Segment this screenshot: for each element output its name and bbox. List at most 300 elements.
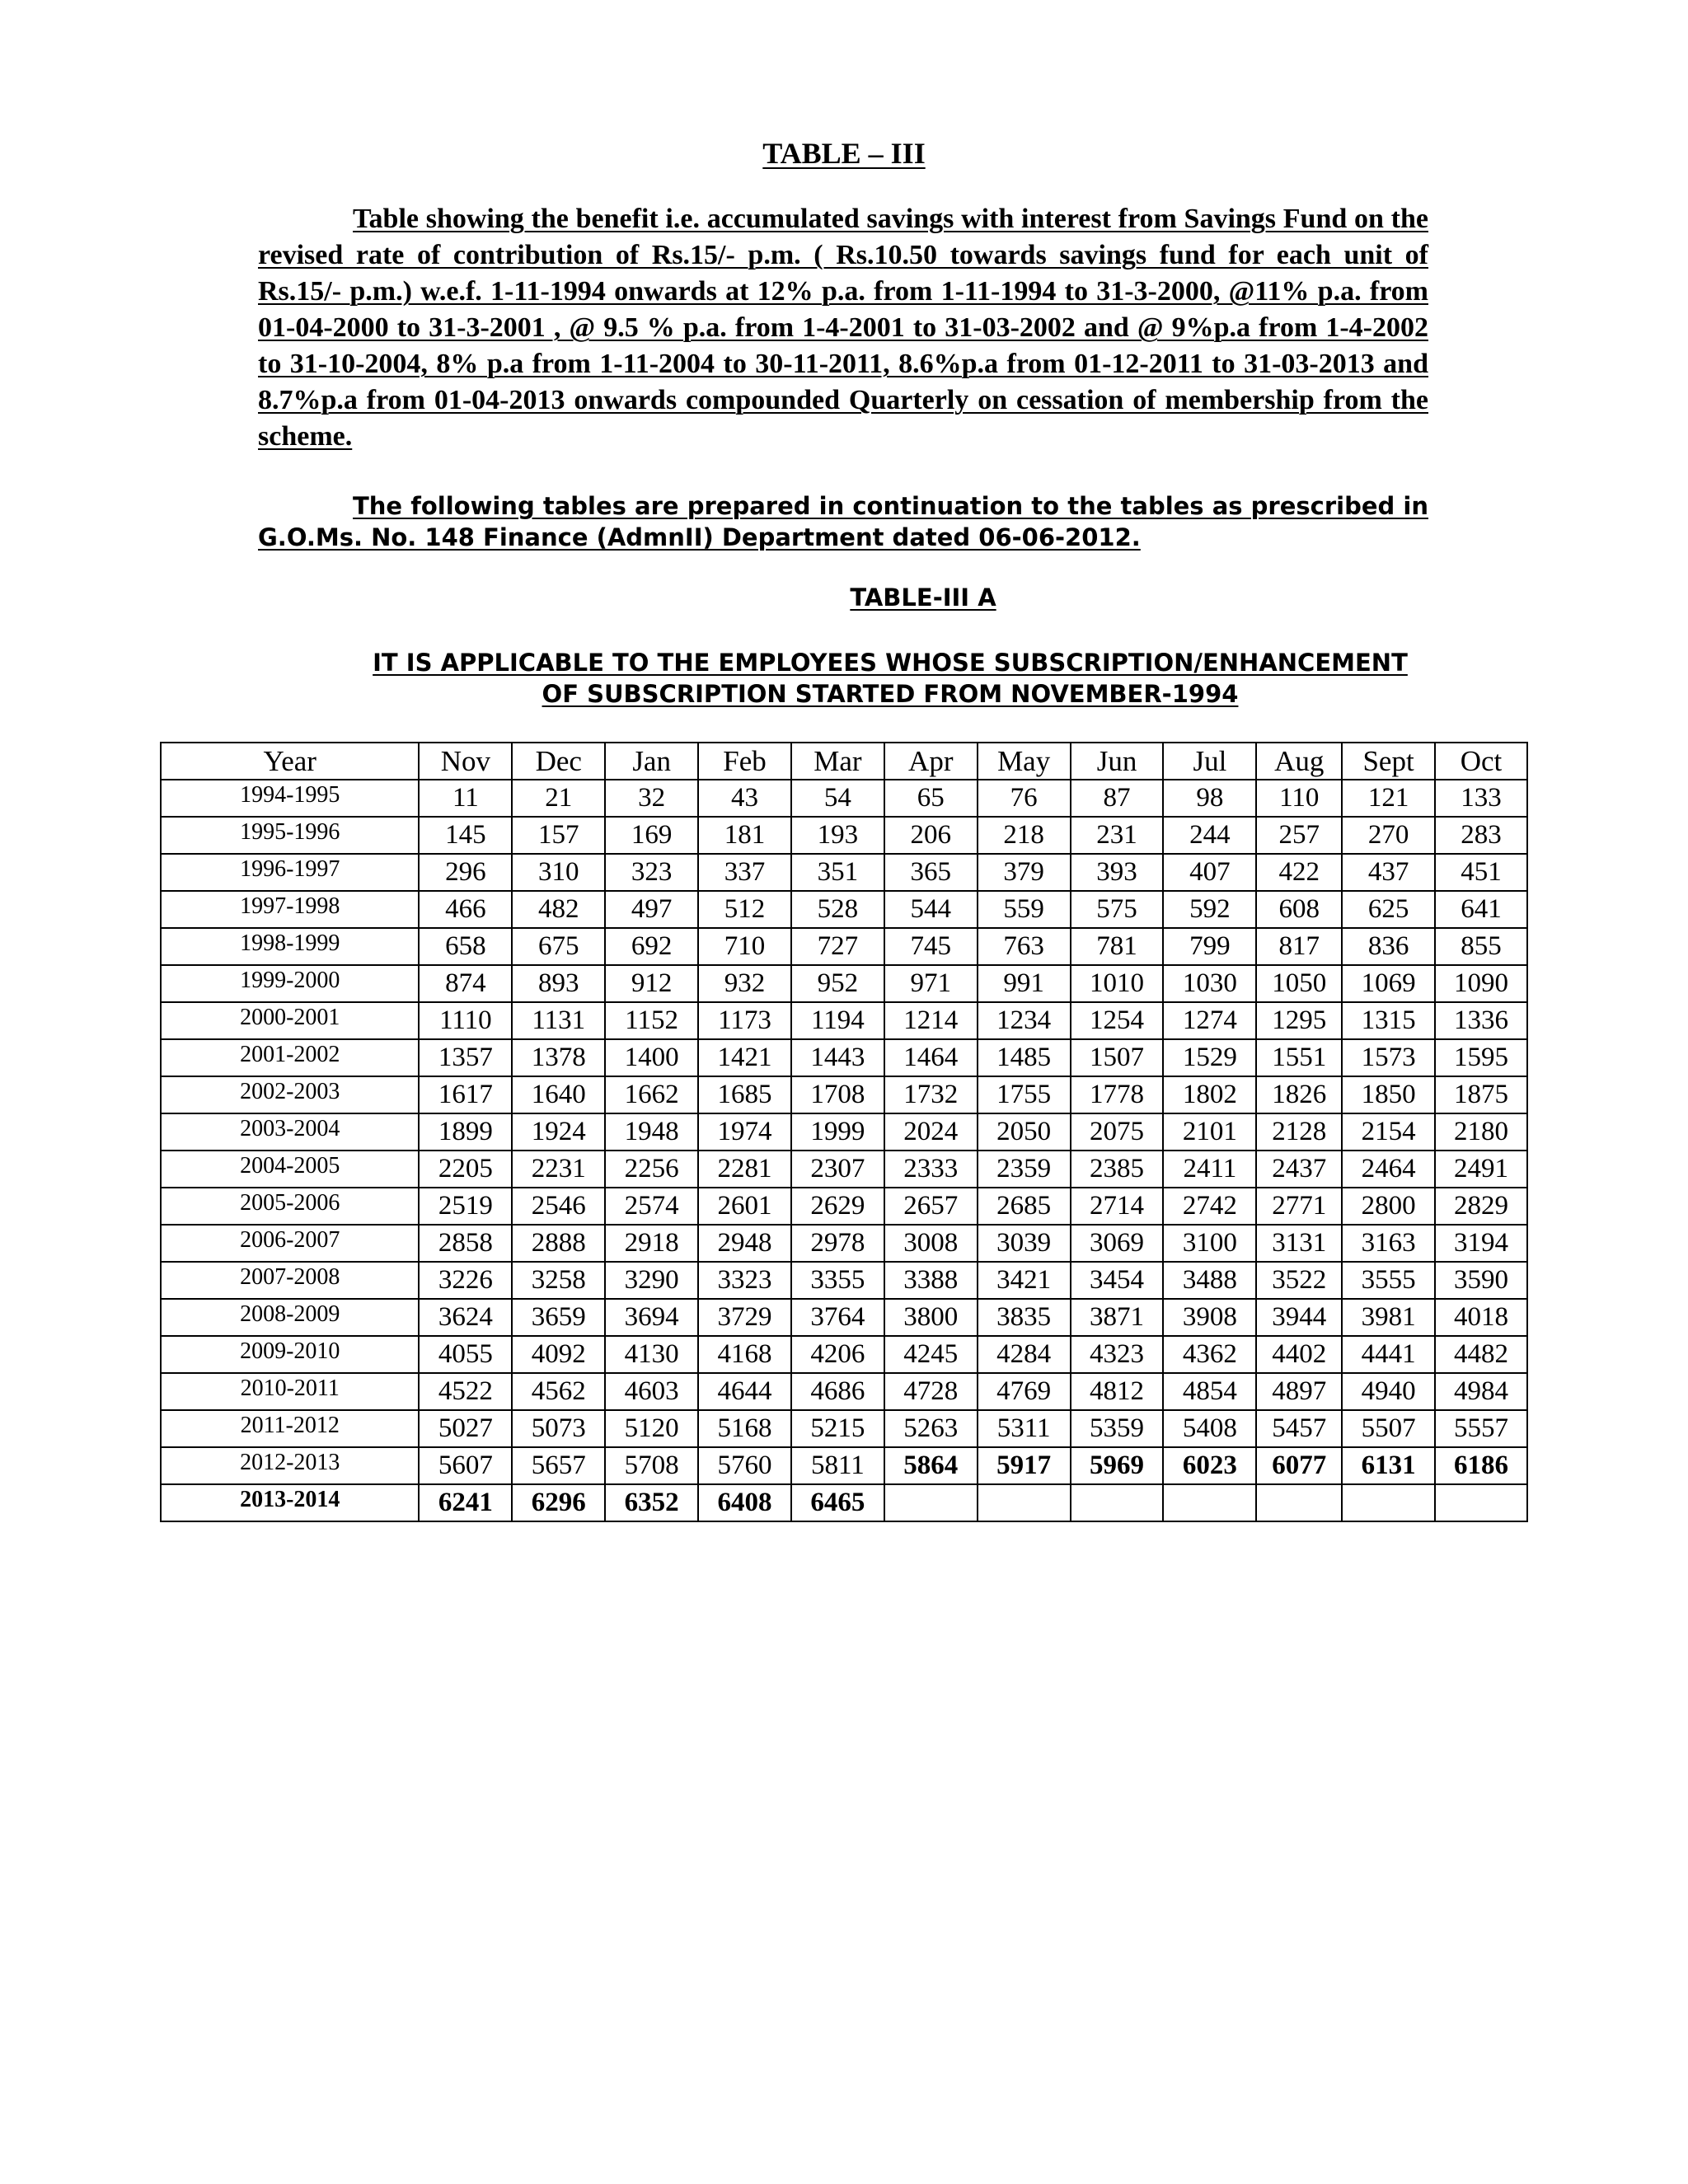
value-cell: 4686 <box>791 1373 884 1410</box>
value-cell: 2829 <box>1435 1188 1527 1225</box>
year-cell: 2010-2011 <box>161 1373 419 1410</box>
value-cell: 121 <box>1342 780 1435 817</box>
value-cell: 54 <box>791 780 884 817</box>
value-cell: 2154 <box>1342 1113 1435 1151</box>
value-cell: 3226 <box>419 1262 512 1299</box>
value-cell: 1875 <box>1435 1076 1527 1113</box>
value-cell: 692 <box>605 928 698 965</box>
applicability-note <box>313 647 1467 710</box>
value-cell: 781 <box>1071 928 1164 965</box>
value-cell: 244 <box>1163 817 1256 854</box>
value-cell: 1295 <box>1256 1002 1342 1039</box>
value-cell: 5607 <box>419 1447 512 1484</box>
value-cell: 337 <box>698 854 791 891</box>
value-cell: 1948 <box>605 1113 698 1151</box>
value-cell: 2101 <box>1163 1113 1256 1151</box>
value-cell: 231 <box>1071 817 1164 854</box>
value-cell: 836 <box>1342 928 1435 965</box>
value-cell: 3694 <box>605 1299 698 1336</box>
value-cell: 3355 <box>791 1262 884 1299</box>
year-cell: 2012-2013 <box>161 1447 419 1484</box>
value-cell: 3323 <box>698 1262 791 1299</box>
value-cell: 2574 <box>605 1188 698 1225</box>
value-cell: 2075 <box>1071 1113 1164 1151</box>
value-cell: 3454 <box>1071 1262 1164 1299</box>
value-cell: 641 <box>1435 891 1527 928</box>
value-cell: 1234 <box>978 1002 1071 1039</box>
value-cell: 2307 <box>791 1151 884 1188</box>
continuation-note: The following tables are prepared in continuation to the tables as prescribed in G.O.Ms. No. 148 Finance (AdmnII) Department dated 06-06-2012. <box>258 492 1428 551</box>
value-cell: 4092 <box>512 1336 605 1373</box>
value-cell: 379 <box>978 854 1071 891</box>
value-cell: 181 <box>698 817 791 854</box>
value-cell: 4562 <box>512 1373 605 1410</box>
year-cell: 2001-2002 <box>161 1039 419 1076</box>
value-cell: 393 <box>1071 854 1164 891</box>
value-cell: 658 <box>419 928 512 965</box>
value-cell: 512 <box>698 891 791 928</box>
value-cell: 4984 <box>1435 1373 1527 1410</box>
value-cell: 5168 <box>698 1410 791 1447</box>
value-cell: 351 <box>791 854 884 891</box>
value-cell: 1732 <box>884 1076 978 1113</box>
value-cell: 932 <box>698 965 791 1002</box>
value-cell: 296 <box>419 854 512 891</box>
value-cell: 1274 <box>1163 1002 1256 1039</box>
table-row <box>161 1336 1527 1373</box>
table-row <box>161 1410 1527 1447</box>
value-cell: 855 <box>1435 928 1527 965</box>
value-cell: 4441 <box>1342 1336 1435 1373</box>
value-cell: 466 <box>419 891 512 928</box>
value-cell: 727 <box>791 928 884 965</box>
value-cell: 4644 <box>698 1373 791 1410</box>
value-cell: 4168 <box>698 1336 791 1373</box>
value-cell: 4362 <box>1163 1336 1256 1373</box>
value-cell: 2629 <box>791 1188 884 1225</box>
value-cell: 3069 <box>1071 1225 1164 1262</box>
value-cell: 1595 <box>1435 1039 1527 1076</box>
value-cell: 6352 <box>605 1484 698 1521</box>
value-cell: 6023 <box>1163 1447 1256 1484</box>
column-header-year: Year <box>161 743 419 780</box>
table-row <box>161 1039 1527 1076</box>
value-cell: 3290 <box>605 1262 698 1299</box>
column-header-oct: Oct <box>1435 743 1527 780</box>
value-cell: 4402 <box>1256 1336 1342 1373</box>
value-cell: 5557 <box>1435 1410 1527 1447</box>
value-cell: 193 <box>791 817 884 854</box>
value-cell: 5864 <box>884 1447 978 1484</box>
year-cell: 1994-1995 <box>161 780 419 817</box>
value-cell: 5917 <box>978 1447 1071 1484</box>
value-cell: 1173 <box>698 1002 791 1039</box>
table-row <box>161 1262 1527 1299</box>
value-cell: 1485 <box>978 1039 1071 1076</box>
value-cell: 1850 <box>1342 1076 1435 1113</box>
value-cell: 3488 <box>1163 1262 1256 1299</box>
year-cell: 2011-2012 <box>161 1410 419 1447</box>
value-cell: 422 <box>1256 854 1342 891</box>
value-cell: 1640 <box>512 1076 605 1113</box>
value-cell: 1194 <box>791 1002 884 1039</box>
value-cell: 5408 <box>1163 1410 1256 1447</box>
value-cell: 32 <box>605 780 698 817</box>
year-cell: 2006-2007 <box>161 1225 419 1262</box>
value-cell: 1507 <box>1071 1039 1164 1076</box>
value-cell: 283 <box>1435 817 1527 854</box>
value-cell: 1826 <box>1256 1076 1342 1113</box>
value-cell: 1778 <box>1071 1076 1164 1113</box>
value-cell: 4245 <box>884 1336 978 1373</box>
value-cell: 3131 <box>1256 1225 1342 1262</box>
value-cell: 2714 <box>1071 1188 1164 1225</box>
value-cell: 2128 <box>1256 1113 1342 1151</box>
value-cell: 1529 <box>1163 1039 1256 1076</box>
value-cell: 952 <box>791 965 884 1002</box>
value-cell: 5811 <box>791 1447 884 1484</box>
value-cell: 2359 <box>978 1151 1071 1188</box>
value-cell: 1090 <box>1435 965 1527 1002</box>
table-row <box>161 965 1527 1002</box>
year-cell: 2005-2006 <box>161 1188 419 1225</box>
value-cell: 5708 <box>605 1447 698 1484</box>
value-cell: 1214 <box>884 1002 978 1039</box>
value-cell: 608 <box>1256 891 1342 928</box>
column-header-aug: Aug <box>1256 743 1342 780</box>
value-cell: 1573 <box>1342 1039 1435 1076</box>
value-cell <box>1256 1484 1342 1521</box>
value-cell: 4769 <box>978 1373 1071 1410</box>
value-cell: 1030 <box>1163 965 1256 1002</box>
value-cell: 1802 <box>1163 1076 1256 1113</box>
table-row <box>161 1002 1527 1039</box>
value-cell: 2205 <box>419 1151 512 1188</box>
value-cell: 971 <box>884 965 978 1002</box>
table-row <box>161 780 1527 817</box>
value-cell: 3944 <box>1256 1299 1342 1336</box>
value-cell: 3100 <box>1163 1225 1256 1262</box>
value-cell: 4323 <box>1071 1336 1164 1373</box>
value-cell: 2437 <box>1256 1151 1342 1188</box>
value-cell: 1336 <box>1435 1002 1527 1039</box>
value-cell: 1357 <box>419 1039 512 1076</box>
value-cell: 3624 <box>419 1299 512 1336</box>
year-cell: 1997-1998 <box>161 891 419 928</box>
value-cell: 991 <box>978 965 1071 1002</box>
value-cell: 3522 <box>1256 1262 1342 1299</box>
value-cell: 2771 <box>1256 1188 1342 1225</box>
value-cell: 4206 <box>791 1336 884 1373</box>
value-cell: 3835 <box>978 1299 1071 1336</box>
value-cell <box>1163 1484 1256 1521</box>
value-cell: 745 <box>884 928 978 965</box>
value-cell: 5507 <box>1342 1410 1435 1447</box>
value-cell: 799 <box>1163 928 1256 965</box>
value-cell: 763 <box>978 928 1071 965</box>
value-cell: 1899 <box>419 1113 512 1151</box>
value-cell: 5073 <box>512 1410 605 1447</box>
value-cell: 4522 <box>419 1373 512 1410</box>
year-cell: 1999-2000 <box>161 965 419 1002</box>
value-cell: 4854 <box>1163 1373 1256 1410</box>
value-cell: 3163 <box>1342 1225 1435 1262</box>
value-cell: 1254 <box>1071 1002 1164 1039</box>
column-header-jul: Jul <box>1163 743 1256 780</box>
value-cell: 1069 <box>1342 965 1435 1002</box>
value-cell: 4728 <box>884 1373 978 1410</box>
value-cell: 3194 <box>1435 1225 1527 1262</box>
value-cell: 497 <box>605 891 698 928</box>
value-cell: 2742 <box>1163 1188 1256 1225</box>
value-cell: 365 <box>884 854 978 891</box>
table-header-row <box>161 743 1527 780</box>
applicability-line-2: OF SUBSCRIPTION STARTED FROM NOVEMBER-1994 <box>542 680 1239 708</box>
value-cell: 2888 <box>512 1225 605 1262</box>
year-cell: 2009-2010 <box>161 1336 419 1373</box>
column-header-feb: Feb <box>698 743 791 780</box>
value-cell: 2024 <box>884 1113 978 1151</box>
value-cell <box>884 1484 978 1521</box>
value-cell: 4897 <box>1256 1373 1342 1410</box>
value-cell: 11 <box>419 780 512 817</box>
value-cell: 592 <box>1163 891 1256 928</box>
page-title: TABLE – III <box>762 137 926 170</box>
table-subtitle: TABLE-III A <box>850 583 996 612</box>
value-cell: 5311 <box>978 1410 1071 1447</box>
table-row <box>161 1225 1527 1262</box>
value-cell: 5027 <box>419 1410 512 1447</box>
value-cell: 4018 <box>1435 1299 1527 1336</box>
value-cell: 2180 <box>1435 1113 1527 1151</box>
value-cell: 3729 <box>698 1299 791 1336</box>
table-row <box>161 1299 1527 1336</box>
value-cell: 65 <box>884 780 978 817</box>
value-cell: 1464 <box>884 1039 978 1076</box>
value-cell: 1110 <box>419 1002 512 1039</box>
value-cell: 407 <box>1163 854 1256 891</box>
value-cell: 157 <box>512 817 605 854</box>
value-cell: 1551 <box>1256 1039 1342 1076</box>
value-cell: 169 <box>605 817 698 854</box>
table-row <box>161 1151 1527 1188</box>
column-header-sept: Sept <box>1342 743 1435 780</box>
value-cell: 3908 <box>1163 1299 1256 1336</box>
value-cell: 1755 <box>978 1076 1071 1113</box>
table-row <box>161 928 1527 965</box>
value-cell: 3871 <box>1071 1299 1164 1336</box>
value-cell: 2231 <box>512 1151 605 1188</box>
value-cell: 2281 <box>698 1151 791 1188</box>
value-cell: 3659 <box>512 1299 605 1336</box>
value-cell: 5120 <box>605 1410 698 1447</box>
year-cell: 2000-2001 <box>161 1002 419 1039</box>
value-cell: 874 <box>419 965 512 1002</box>
value-cell: 6241 <box>419 1484 512 1521</box>
value-cell: 1421 <box>698 1039 791 1076</box>
value-cell: 6077 <box>1256 1447 1342 1484</box>
value-cell: 270 <box>1342 817 1435 854</box>
year-cell: 1996-1997 <box>161 854 419 891</box>
value-cell: 817 <box>1256 928 1342 965</box>
table-row <box>161 891 1527 928</box>
value-cell: 2657 <box>884 1188 978 1225</box>
year-cell: 2004-2005 <box>161 1151 419 1188</box>
value-cell: 2464 <box>1342 1151 1435 1188</box>
value-cell: 2411 <box>1163 1151 1256 1188</box>
value-cell: 893 <box>512 965 605 1002</box>
value-cell: 2800 <box>1342 1188 1435 1225</box>
year-cell: 1998-1999 <box>161 928 419 965</box>
value-cell: 310 <box>512 854 605 891</box>
value-cell: 3388 <box>884 1262 978 1299</box>
value-cell: 4603 <box>605 1373 698 1410</box>
column-header-jan: Jan <box>605 743 698 780</box>
value-cell: 559 <box>978 891 1071 928</box>
value-cell: 1315 <box>1342 1002 1435 1039</box>
value-cell: 5215 <box>791 1410 884 1447</box>
value-cell: 87 <box>1071 780 1164 817</box>
value-cell: 528 <box>791 891 884 928</box>
value-cell: 110 <box>1256 780 1342 817</box>
value-cell: 1050 <box>1256 965 1342 1002</box>
value-cell: 1131 <box>512 1002 605 1039</box>
value-cell: 5760 <box>698 1447 791 1484</box>
value-cell <box>978 1484 1071 1521</box>
column-header-apr: Apr <box>884 743 978 780</box>
value-cell: 3590 <box>1435 1262 1527 1299</box>
value-cell: 1924 <box>512 1113 605 1151</box>
value-cell: 43 <box>698 780 791 817</box>
table-row <box>161 1447 1527 1484</box>
value-cell: 3981 <box>1342 1299 1435 1336</box>
value-cell: 2256 <box>605 1151 698 1188</box>
value-cell: 2519 <box>419 1188 512 1225</box>
table-row <box>161 1373 1527 1410</box>
value-cell: 2978 <box>791 1225 884 1262</box>
value-cell <box>1342 1484 1435 1521</box>
value-cell: 437 <box>1342 854 1435 891</box>
value-cell: 6296 <box>512 1484 605 1521</box>
value-cell: 5457 <box>1256 1410 1342 1447</box>
value-cell: 2050 <box>978 1113 1071 1151</box>
value-cell: 1708 <box>791 1076 884 1113</box>
table-row <box>161 1113 1527 1151</box>
value-cell: 145 <box>419 817 512 854</box>
value-cell <box>1435 1484 1527 1521</box>
year-cell: 2007-2008 <box>161 1262 419 1299</box>
value-cell: 575 <box>1071 891 1164 928</box>
value-cell: 76 <box>978 780 1071 817</box>
value-cell: 625 <box>1342 891 1435 928</box>
value-cell: 4284 <box>978 1336 1071 1373</box>
value-cell: 6408 <box>698 1484 791 1521</box>
value-cell: 4482 <box>1435 1336 1527 1373</box>
value-cell: 323 <box>605 854 698 891</box>
value-cell: 1999 <box>791 1113 884 1151</box>
value-cell: 544 <box>884 891 978 928</box>
value-cell: 3008 <box>884 1225 978 1262</box>
value-cell: 4055 <box>419 1336 512 1373</box>
year-cell: 2013-2014 <box>161 1484 419 1521</box>
value-cell: 206 <box>884 817 978 854</box>
value-cell: 5657 <box>512 1447 605 1484</box>
value-cell: 5359 <box>1071 1410 1164 1447</box>
value-cell: 3258 <box>512 1262 605 1299</box>
value-cell: 2546 <box>512 1188 605 1225</box>
year-cell: 2003-2004 <box>161 1113 419 1151</box>
value-cell: 3764 <box>791 1299 884 1336</box>
value-cell: 1443 <box>791 1039 884 1076</box>
table-row <box>161 1188 1527 1225</box>
value-cell: 675 <box>512 928 605 965</box>
value-cell: 21 <box>512 780 605 817</box>
value-cell: 710 <box>698 928 791 965</box>
year-cell: 2008-2009 <box>161 1299 419 1336</box>
value-cell: 451 <box>1435 854 1527 891</box>
value-cell: 2918 <box>605 1225 698 1262</box>
value-cell: 133 <box>1435 780 1527 817</box>
savings-table <box>160 742 1528 1522</box>
table-body <box>161 780 1527 1521</box>
value-cell: 1152 <box>605 1002 698 1039</box>
value-cell: 1378 <box>512 1039 605 1076</box>
column-header-may: May <box>978 743 1071 780</box>
value-cell: 5969 <box>1071 1447 1164 1484</box>
value-cell: 912 <box>605 965 698 1002</box>
column-header-nov: Nov <box>419 743 512 780</box>
value-cell: 1685 <box>698 1076 791 1113</box>
applicability-line-1: IT IS APPLICABLE TO THE EMPLOYEES WHOSE SUBSCRIPTION/ENHANCEMENT <box>373 649 1408 677</box>
value-cell: 3039 <box>978 1225 1071 1262</box>
value-cell: 257 <box>1256 817 1342 854</box>
value-cell: 5263 <box>884 1410 978 1447</box>
value-cell: 3421 <box>978 1262 1071 1299</box>
table-row <box>161 817 1527 854</box>
value-cell: 1617 <box>419 1076 512 1113</box>
value-cell: 1662 <box>605 1076 698 1113</box>
column-header-mar: Mar <box>791 743 884 780</box>
column-header-dec: Dec <box>512 743 605 780</box>
year-cell: 1995-1996 <box>161 817 419 854</box>
column-header-jun: Jun <box>1071 743 1164 780</box>
value-cell: 2685 <box>978 1188 1071 1225</box>
value-cell: 2601 <box>698 1188 791 1225</box>
description-paragraph: Table showing the benefit i.e. accumulated savings with interest from Savings Fund on the revised rate of contribution of Rs.15/- p.m. ( Rs.10.50 towards savings fund for each unit of Rs.15/- p.m.) w.e.f. 1-11-1994 onwards at 12% p.a. from 1-11-1994 to 31-3-2000, @11% p.a. from 01-04-2000 to 31-3-2001 , @ 9.5 % p.a. from 1-4-2001 to 31-03-2002 and @ 9%p.a from 1-4-2002 to 31-10-2004, 8% p.a from 1-11-2004 to 30-11-2011, 8.6%p.a from 01-12-2011 to 31-03-2013 and 8.7%p.a from 01-04-2013 onwards compounded Quarterly on cessation of membership from the scheme. <box>258 204 1428 452</box>
value-cell: 1400 <box>605 1039 698 1076</box>
value-cell: 3555 <box>1342 1262 1435 1299</box>
value-cell: 3800 <box>884 1299 978 1336</box>
value-cell: 4130 <box>605 1336 698 1373</box>
value-cell: 2491 <box>1435 1151 1527 1188</box>
value-cell: 98 <box>1163 780 1256 817</box>
table-row <box>161 1076 1527 1113</box>
value-cell: 2948 <box>698 1225 791 1262</box>
value-cell: 4812 <box>1071 1373 1164 1410</box>
value-cell: 4940 <box>1342 1373 1435 1410</box>
value-cell: 6465 <box>791 1484 884 1521</box>
value-cell: 2333 <box>884 1151 978 1188</box>
value-cell: 218 <box>978 817 1071 854</box>
value-cell: 1010 <box>1071 965 1164 1002</box>
table-row <box>161 1484 1527 1521</box>
value-cell: 482 <box>512 891 605 928</box>
value-cell: 2858 <box>419 1225 512 1262</box>
value-cell: 6131 <box>1342 1447 1435 1484</box>
value-cell: 2385 <box>1071 1151 1164 1188</box>
value-cell: 1974 <box>698 1113 791 1151</box>
value-cell: 6186 <box>1435 1447 1527 1484</box>
